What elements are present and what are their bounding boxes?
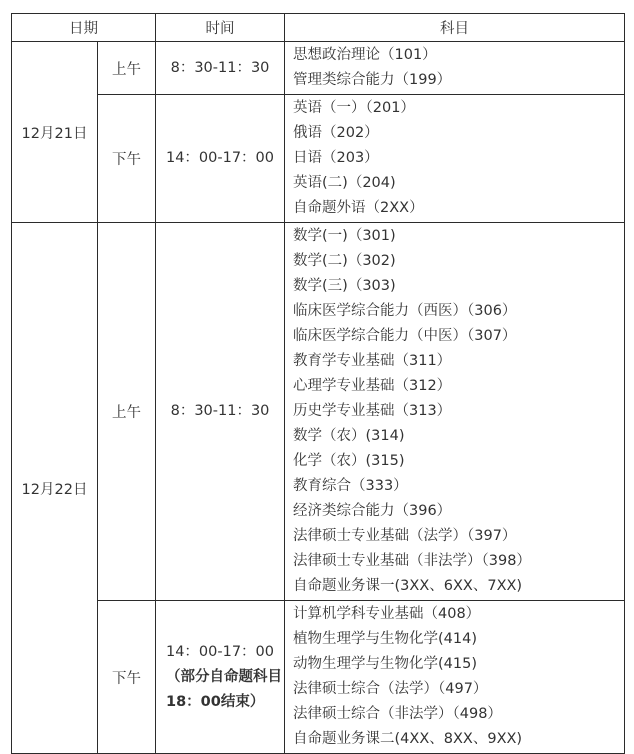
session-period: 上午 xyxy=(98,223,156,601)
session-time: 8：30-11：30 xyxy=(170,59,270,76)
subject-item: 计算机学科专业基础（408） xyxy=(293,606,481,622)
subject-list xyxy=(285,42,625,95)
session-row xyxy=(12,42,625,95)
subject-item: 动物生理学与生物化学(415) xyxy=(293,656,477,672)
session-row xyxy=(12,223,625,601)
header-row xyxy=(12,14,625,42)
subject-item: 数学(二)（302) xyxy=(293,253,396,269)
subject-list xyxy=(285,95,625,223)
session-time: 14：00-17：00 xyxy=(165,150,275,166)
subject-item: 法律硕士专业基础（非法学）（398） xyxy=(293,553,531,569)
subject-item: 管理类综合能力（199） xyxy=(293,72,452,88)
exam-date: 12月21日 xyxy=(12,42,98,223)
subject-item: 自命题业务课一(3XX、6XX、7XX) xyxy=(293,578,523,594)
subject-item: 临床医学综合能力（西医）（306） xyxy=(293,303,517,319)
subject-item: 心理学专业基础（312） xyxy=(293,378,452,394)
subject-item: 教育学专业基础（311） xyxy=(293,353,452,369)
session-row xyxy=(12,95,625,223)
subject-item: 自命题业务课二(4XX、8XX、9XX) xyxy=(293,731,523,747)
session-row xyxy=(12,601,625,754)
session-time: 14：00-17：00 xyxy=(165,643,275,660)
session-time-cell xyxy=(156,42,285,95)
schedule-body xyxy=(12,42,625,754)
subject-item: 教育综合（333） xyxy=(293,478,408,494)
subject-list xyxy=(285,223,625,601)
subject-item: 英语（一）（201） xyxy=(293,100,415,116)
subject-item: 法律硕士综合（法学）（497） xyxy=(293,681,488,697)
header-time: 时间 xyxy=(156,14,285,42)
subject-item: 化学（农）(315) xyxy=(293,453,405,469)
subject-list xyxy=(285,601,625,754)
header-date: 日期 xyxy=(12,14,156,42)
session-time-cell xyxy=(156,223,285,601)
subject-item: 数学(一)（301) xyxy=(293,228,396,244)
session-period: 上午 xyxy=(98,42,156,95)
subject-item: 历史学专业基础（313） xyxy=(293,403,452,419)
subject-item: 经济类综合能力（396） xyxy=(293,503,452,519)
subject-item: 法律硕士专业基础（法学）（397） xyxy=(293,528,517,544)
header-subject: 科目 xyxy=(285,14,625,42)
session-period: 下午 xyxy=(98,601,156,754)
session-time-cell xyxy=(156,95,285,223)
session-time-cell xyxy=(156,601,285,754)
exam-date: 12月22日 xyxy=(12,223,98,754)
exam-schedule-table xyxy=(11,13,625,754)
session-time: 8：30-11：30 xyxy=(170,403,270,419)
subject-item: 自命题外语（2XX） xyxy=(293,200,424,216)
subject-item: 数学（农）(314) xyxy=(293,428,405,444)
subject-item: 数学(三)（303) xyxy=(293,278,396,294)
subject-item: 临床医学综合能力（中医）（307） xyxy=(293,328,517,344)
subject-item: 日语（203） xyxy=(293,150,379,166)
subject-item: 法律硕士综合（非法学）（498） xyxy=(293,706,502,722)
subject-item: 思想政治理论（101） xyxy=(293,47,437,63)
subject-item: 俄语（202） xyxy=(293,125,379,141)
subject-item: 植物生理学与生物化学(414) xyxy=(293,631,477,647)
session-note: （部分自命题科目18：00结束） xyxy=(166,668,282,710)
session-period: 下午 xyxy=(98,95,156,223)
subject-item: 英语(二)（204) xyxy=(293,175,396,191)
